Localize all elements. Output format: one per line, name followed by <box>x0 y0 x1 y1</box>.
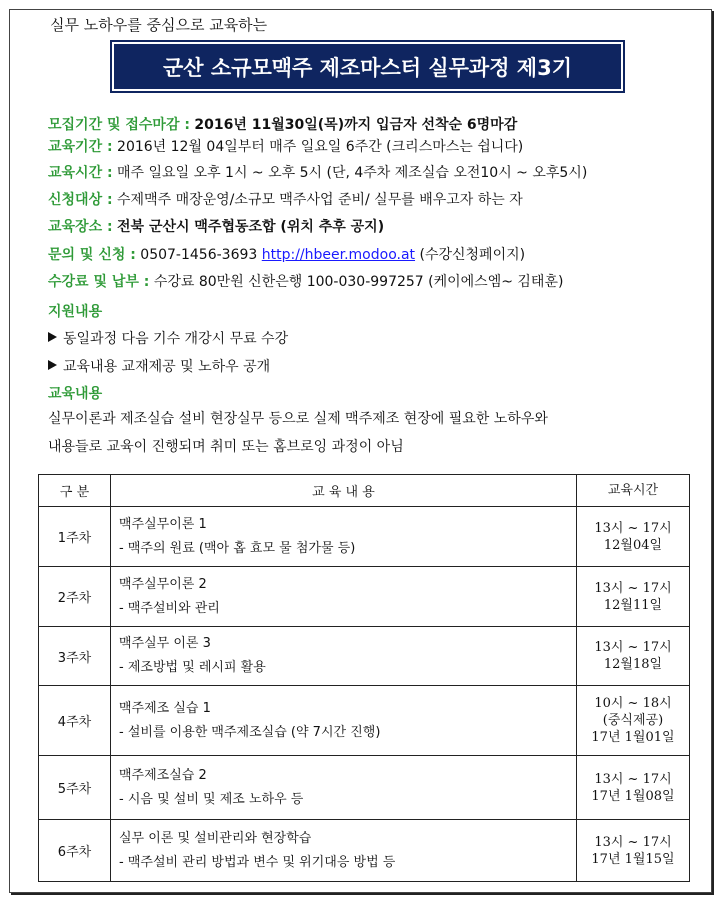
content-paragraph <box>48 405 548 461</box>
fee-label: 수강료 및 납부 : <box>48 274 150 290</box>
content-detail: - 맥주의 원료 (맥아 홉 효모 물 첨가물 등) <box>119 540 356 556</box>
time-range: 13시 ~ 17시 <box>594 520 672 536</box>
week-cell: 2주차 <box>39 567 111 627</box>
content-cell <box>111 567 577 627</box>
table-row <box>39 820 690 882</box>
time-date: 12월11일 <box>603 597 663 613</box>
target-label: 신청대상 : <box>48 192 113 208</box>
time-date: 17년 1월15일 <box>591 851 675 867</box>
content-cell <box>111 507 577 567</box>
triangle-bullet-icon <box>48 332 57 342</box>
content-title: 맥주제조실습 2 <box>119 767 207 783</box>
week-cell: 1주차 <box>39 507 111 567</box>
content-detail: - 맥주설비와 관리 <box>119 600 220 616</box>
support-item-text: 교육내용 교재제공 및 노하우 공개 <box>63 359 271 375</box>
content-title: 맥주실무이론 2 <box>119 576 207 592</box>
contact-url-note: (수강신청페이지) <box>419 247 526 263</box>
time-cell <box>577 820 690 882</box>
recruit-rest: (목)까지 입금자 선착순 6명마감 <box>317 117 518 133</box>
recruit-label: 모집기간 및 접수마감 : <box>48 117 190 133</box>
content-title: 실무 이론 및 설비관리와 현장학습 <box>119 830 312 846</box>
fee-value: 수강료 80만원 신한은행 100-030-997257 (케이에스엠~ 김태훈) <box>153 274 564 290</box>
time-cell <box>577 507 690 567</box>
content-cell <box>111 627 577 686</box>
support-item-text: 동일과정 다음 기수 개강시 무료 수강 <box>63 331 289 347</box>
week-cell: 4주차 <box>39 686 111 756</box>
time-cell <box>577 567 690 627</box>
time-label: 교육시간 : <box>48 165 113 181</box>
target-value: 수제맥주 매장운영/소규모 맥주사업 준비/ 실무를 배우고자 하는 자 <box>117 192 523 208</box>
time-cell <box>577 627 690 686</box>
week-cell: 3주차 <box>39 627 111 686</box>
target-line <box>48 191 523 209</box>
time-date: 12월18일 <box>603 657 663 672</box>
period-value: 2016년 12월 04일부터 매주 일요일 6주간 (크리스마스는 쉽니다) <box>117 139 524 155</box>
table-row <box>39 686 690 756</box>
title-text: 군산 소규모맥주 제조마스터 실무과정 제3기 <box>162 55 572 80</box>
time-range: 13시 ~ 17시 <box>594 640 672 655</box>
content-cell <box>111 686 577 756</box>
time-cell <box>577 686 690 756</box>
table-row <box>39 756 690 820</box>
fee-line <box>48 273 563 291</box>
content-title: 맥주제조 실습 1 <box>119 700 211 716</box>
intro-text: 실무 노하우를 중심으로 교육하는 <box>50 16 268 34</box>
content-heading: 교육내용 <box>48 386 103 402</box>
place-line <box>48 218 384 236</box>
time-date: 17년 1월08일 <box>591 788 675 804</box>
time-range: 13시 ~ 17시 <box>594 771 672 787</box>
place-label: 교육장소 : <box>48 219 113 235</box>
content-detail: - 설비를 이용한 맥주제조실습 (약 7시간 진행) <box>119 724 381 740</box>
triangle-bullet-icon <box>48 360 57 370</box>
support-heading: 지원내용 <box>48 304 103 320</box>
content-title: 맥주실무이론 1 <box>119 516 207 532</box>
week-cell: 5주차 <box>39 756 111 820</box>
contact-label: 문의 및 신청 : <box>48 247 136 263</box>
period-label: 교육기간 : <box>48 139 113 155</box>
content-detail: - 시음 및 설비 및 제조 노하우 등 <box>119 791 304 807</box>
time-cell <box>577 756 690 820</box>
table-row <box>39 567 690 627</box>
contact-line <box>48 246 525 264</box>
time-note: (중식제공) <box>602 713 664 728</box>
table-row <box>39 627 690 686</box>
time-value: 매주 일요일 오후 1시 ~ 오후 5시 (단, 4주차 제조실습 오전10시 ~ 오후5시) <box>117 165 588 181</box>
period-line <box>48 138 523 156</box>
content-detail: - 제조방법 및 레시피 활용 <box>119 660 266 675</box>
recruit-deadline: 2016년 11월30일 <box>194 117 318 133</box>
page-title <box>114 44 621 89</box>
content-title: 맥주실무 이론 3 <box>119 636 211 651</box>
table-row <box>39 507 690 567</box>
contact-phone: 0507-1456-3693 <box>140 247 258 263</box>
header-time: 교육시간 <box>577 475 690 507</box>
time-range: 13시 ~ 17시 <box>594 580 672 596</box>
time-range: 10시 ~ 18시 <box>594 696 672 711</box>
header-content: 교 육 내 용 <box>111 475 577 507</box>
recruit-line <box>48 116 517 134</box>
time-date: 17년 1월01일 <box>591 730 675 745</box>
time-date: 12월04일 <box>603 537 663 553</box>
content-cell <box>111 820 577 882</box>
support-item <box>48 328 288 348</box>
time-line <box>48 164 587 182</box>
table-header-row <box>39 475 690 507</box>
schedule-table <box>38 474 690 882</box>
week-cell: 6주차 <box>39 820 111 882</box>
content-line: 실무이론과 제조실습 설비 현장실무 등으로 실제 맥주제조 현장에 필요한 노하우와 <box>48 411 548 427</box>
place-value: 전북 군산시 맥주협동조합 (위치 추후 공지) <box>117 219 385 235</box>
content-line: 내용들로 교육이 진행되며 취미 또는 홈브로잉 과정이 아님 <box>48 439 404 455</box>
support-item <box>48 356 270 376</box>
content-cell <box>111 756 577 820</box>
content-detail: - 맥주설비 관리 방법과 변수 및 위기대응 방법 등 <box>119 854 396 870</box>
contact-url-link[interactable]: http://hbeer.modoo.at <box>261 247 416 263</box>
time-range: 13시 ~ 17시 <box>594 834 672 850</box>
header-week: 구 분 <box>39 475 111 507</box>
